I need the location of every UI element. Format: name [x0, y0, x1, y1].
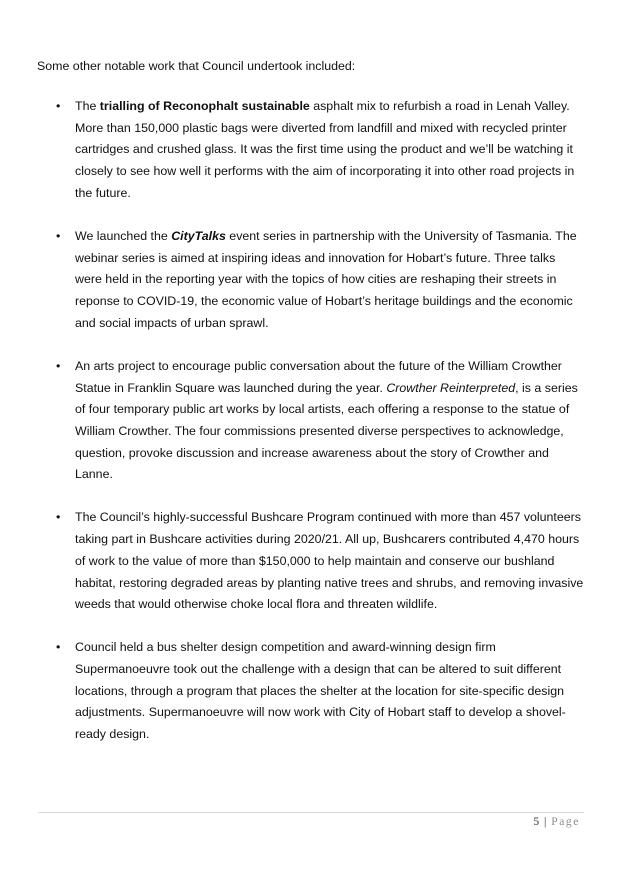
bullet-list [0, 96, 622, 767]
bullet-text-rest: asphalt mix to refurbish a road in Lenah Valley. More than 150,000 plastic bags were diverted from landfill and mixed with recycled printer cartridges and crushed glass. It was the first time using the product and we’ll be watching it closely to see how well it performs with the aim of incorporating it into other road projects in the future. [75, 99, 575, 200]
bullet-text-lead: The Council’s highly-successful Bushcare Program continued with more than 457 volunteers taking part in Bushcare activities during 2020/21. All up, Bushcarers contributed 4,470 hours of work to the value of more than $150,000 to help maintain and conserve our bushland habitat, restoring degraded areas by planting native trees and shrubs, and removing invasive weeds that would otherwise choke local flora and threaten wildlife. [75, 510, 584, 612]
list-item [0, 96, 622, 205]
bullet-text [75, 226, 584, 335]
list-item [0, 356, 622, 486]
bullet-point-icon: • [56, 358, 61, 373]
list-item [0, 226, 622, 335]
footer-divider [38, 812, 584, 813]
bullet-text [75, 96, 584, 205]
bullet-text [75, 356, 584, 486]
bullet-text [75, 637, 584, 746]
bullet-text-emphasis: Crowther Reinterpreted [386, 380, 516, 395]
page-number: 5 [533, 816, 540, 828]
bullet-point-icon: • [56, 640, 61, 655]
bullet-point-icon: • [56, 99, 61, 113]
bullet-text-lead: We launched the [75, 228, 172, 243]
page-footer [533, 816, 580, 828]
bullet-point-icon: • [56, 228, 61, 243]
page-separator: | [544, 816, 547, 828]
bullet-text-rest: event series in partnership with the University of Tasmania. The webinar series is aimed at inspiring ideas and innovation for Hobart’s future. Three talks were held in the reporting year with the topics of how cities are reshaping their streets in reponse to COVID-19, the economic value of Hobart’s heritage buildings and the economic and social impacts of urban sprawl. [75, 228, 577, 330]
bullet-text [75, 507, 584, 616]
bullet-point-icon: • [56, 510, 61, 525]
bullet-text-lead: An arts project to encourage public conversation about the future of the William Crowther Statue in Franklin Square was launched during the year. [75, 358, 562, 395]
intro-paragraph: Some other notable work that Council undertook included: [37, 59, 356, 73]
bullet-text-lead: The [75, 99, 100, 113]
bullet-text-emphasis: trialling of Reconophalt sustainable [99, 99, 310, 113]
list-item [0, 507, 622, 616]
bullet-text-rest: , is a series of four temporary public art works by local artists, each offering a response to the statue of William Crowther. The four commissions presented diverse perspectives to acknowledge, question, provoke discussion and increase awareness about the story of Crowther and Lanne. [75, 380, 578, 482]
list-item [0, 637, 622, 746]
bullet-text-lead: Council held a bus shelter design competition and award-winning design firm Supermanoeuvre took out the challenge with a design that can be altered to suit different locations, through a program that places the shelter at the location for site-specific design adjustments. Supermanoeuvre will now work with City of Hobart staff to develop a shovel-ready design. [75, 640, 566, 742]
page-label: Page [551, 816, 580, 828]
bullet-text-emphasis: CityTalks [171, 228, 226, 243]
